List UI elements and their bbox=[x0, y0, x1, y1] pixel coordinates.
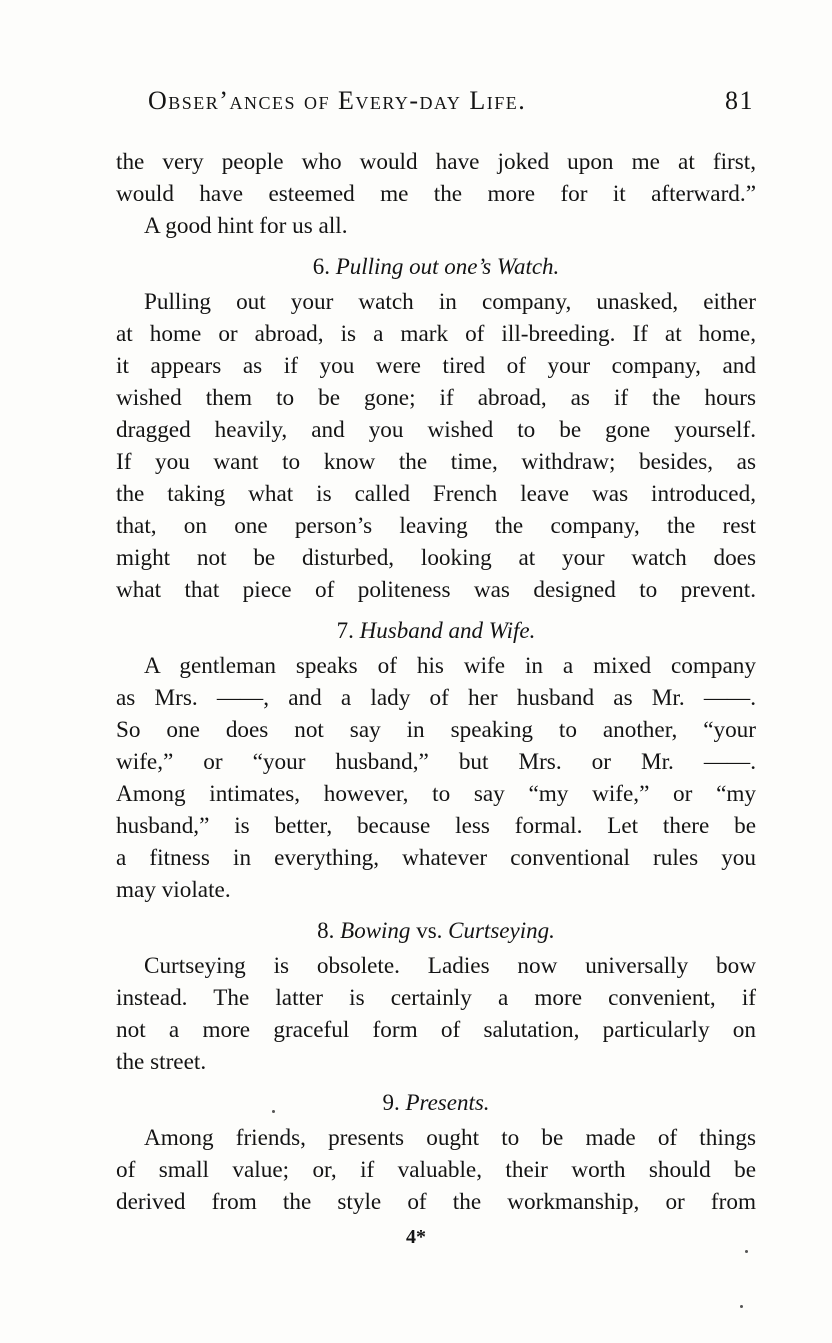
text-line: the taking what is called French leave was introduced, bbox=[116, 481, 756, 507]
section-title: Presents. bbox=[405, 1090, 490, 1115]
text-line: the very people who would have joked upon me at first, bbox=[116, 149, 756, 175]
text-line: instead. The latter is certainly a more convenient, if bbox=[116, 985, 756, 1011]
text-line: what that piece of politeness was designed to prevent. bbox=[116, 577, 756, 603]
text-line: that, on one person’s leaving the company, the rest bbox=[116, 513, 756, 539]
ink-speck bbox=[745, 1250, 748, 1253]
section-heading-8 bbox=[116, 912, 756, 950]
page-number: 81 bbox=[725, 86, 754, 115]
text-line: Among friends, presents ought to be made of things bbox=[144, 1125, 756, 1151]
text-line: of small value; or, if valuable, their worth should be bbox=[116, 1157, 756, 1183]
text-line: not a more graceful form of salutation, particularly on bbox=[116, 1017, 756, 1043]
section-number: 6. bbox=[312, 254, 330, 279]
section-heading-6 bbox=[116, 248, 756, 286]
section-title-part: vs. bbox=[416, 918, 443, 943]
text-line: may violate. bbox=[116, 877, 231, 903]
text-line: wife,” or “your husband,” but Mrs. or Mr. ——. bbox=[116, 749, 756, 775]
section-number: 7. bbox=[336, 618, 354, 643]
text-line: A gentleman speaks of his wife in a mixed company bbox=[144, 653, 756, 679]
text-line: would have esteemed me the more for it afterward.” bbox=[116, 181, 756, 207]
text-line: a fitness in everything, whatever conventional rules you bbox=[116, 845, 756, 871]
page-body bbox=[116, 146, 756, 1218]
section-heading-7 bbox=[116, 612, 756, 650]
running-title: Obser’ances of Every-day Life. bbox=[148, 86, 527, 115]
text-line: the street. bbox=[116, 1049, 207, 1075]
section-title-part: Curtseying. bbox=[448, 918, 555, 943]
text-line: might not be disturbed, looking at your watch does bbox=[116, 545, 756, 571]
section-title: Pulling out one’s Watch. bbox=[335, 254, 560, 279]
ink-speck bbox=[272, 1110, 275, 1113]
text-line: wished them to be gone; if abroad, as if the hours bbox=[116, 385, 756, 411]
text-line: Curtseying is obsolete. Ladies now universally bow bbox=[144, 953, 756, 979]
section-title: Husband and Wife. bbox=[359, 618, 536, 643]
text-line: dragged heavily, and you wished to be gone yourself. bbox=[116, 417, 756, 443]
section-number: 8. bbox=[317, 918, 335, 943]
section-title-part: Bowing bbox=[340, 918, 411, 943]
text-line: Pulling out your watch in company, unasked, either bbox=[144, 289, 756, 315]
ink-speck bbox=[740, 1305, 743, 1308]
text-line: at home or abroad, is a mark of ill-breeding. If at home, bbox=[116, 321, 756, 347]
signature-mark: 4* bbox=[406, 1226, 426, 1248]
text-line: So one does not say in speaking to another, “your bbox=[116, 717, 756, 743]
running-header bbox=[118, 86, 754, 122]
section-number: 9. bbox=[382, 1090, 400, 1115]
section-heading-9 bbox=[116, 1084, 756, 1122]
text-line: husband,” is better, because less formal. Let there be bbox=[116, 813, 756, 839]
text-line: as Mrs. ——, and a lady of her husband as Mr. ——. bbox=[116, 685, 756, 711]
text-line: derived from the style of the workmanship, or from bbox=[116, 1189, 756, 1215]
text-line: it appears as if you were tired of your company, and bbox=[116, 353, 756, 379]
text-line: Among intimates, however, to say “my wife,” or “my bbox=[116, 781, 756, 807]
text-line: A good hint for us all. bbox=[144, 213, 348, 239]
text-line: If you want to know the time, withdraw; besides, as bbox=[116, 449, 756, 475]
